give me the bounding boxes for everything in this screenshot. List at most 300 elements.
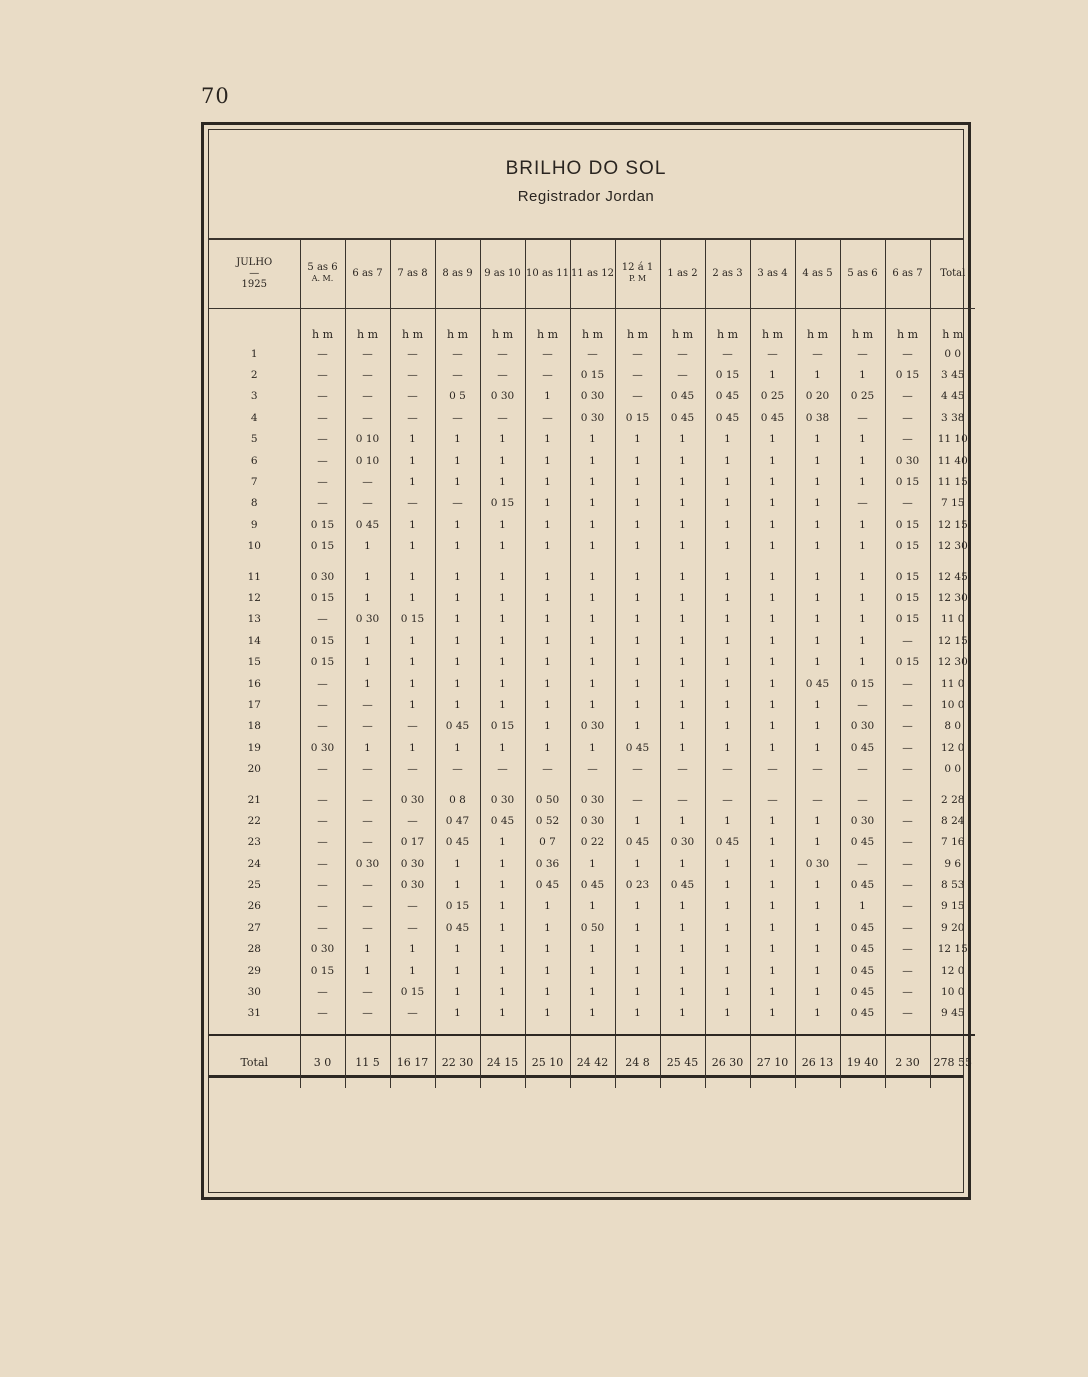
value-cell: 1: [795, 609, 840, 630]
value-cell: 1: [750, 810, 795, 831]
value-cell: 0 30: [570, 407, 615, 428]
value-cell: 0 45: [660, 874, 705, 895]
value-cell: —: [345, 364, 390, 385]
value-cell: 0 52: [525, 810, 570, 831]
value-cell: —: [300, 609, 345, 630]
day-cell: 4: [250, 411, 258, 424]
value-cell: —: [885, 493, 930, 514]
day-cell: 15: [247, 656, 261, 669]
value-cell: 1: [480, 514, 525, 535]
value-cell: 11 10: [930, 429, 975, 450]
value-cell: 0 15: [570, 364, 615, 385]
value-cell: 0 30: [795, 853, 840, 874]
value-cell: 0 15: [300, 960, 345, 981]
value-cell: —: [300, 1003, 345, 1035]
value-cell: —: [300, 386, 345, 407]
value-cell: 1: [480, 896, 525, 917]
value-cell: 1: [525, 557, 570, 587]
value-cell: —: [480, 364, 525, 385]
value-cell: —: [435, 493, 480, 514]
value-cell: 9 20: [930, 917, 975, 938]
value-cell: 1: [705, 651, 750, 672]
value-cell: 0 15: [480, 493, 525, 514]
day-cell: 30: [247, 986, 261, 999]
value-cell: 1: [795, 630, 840, 651]
units-cell: h m: [750, 309, 795, 344]
value-cell: 1: [570, 536, 615, 557]
value-cell: 1: [705, 514, 750, 535]
value-cell: 0 45: [840, 1003, 885, 1035]
value-cell: 1: [615, 450, 660, 471]
value-cell: 1: [795, 651, 840, 672]
value-cell: —: [345, 810, 390, 831]
value-cell: 1: [345, 673, 390, 694]
value-cell: 0 30: [390, 780, 435, 810]
value-cell: —: [615, 343, 660, 364]
value-cell: 1: [750, 471, 795, 492]
column-header: 2 as 3: [705, 238, 750, 309]
day-cell: 3: [250, 390, 258, 403]
value-cell: 1: [525, 493, 570, 514]
value-cell: 0 45: [570, 874, 615, 895]
value-cell: 1: [435, 429, 480, 450]
value-cell: 1: [795, 450, 840, 471]
total-cell: 19 40: [840, 1035, 885, 1088]
units-cell: h m: [795, 309, 840, 344]
value-cell: 1: [525, 896, 570, 917]
value-cell: 0 30: [570, 386, 615, 407]
value-cell: 0 15: [390, 981, 435, 1002]
value-cell: 1: [390, 536, 435, 557]
value-cell: 1: [390, 429, 435, 450]
value-cell: —: [885, 694, 930, 715]
value-cell: —: [390, 917, 435, 938]
value-cell: 0 30: [840, 810, 885, 831]
value-cell: 1: [795, 429, 840, 450]
value-cell: 1: [795, 694, 840, 715]
value-cell: —: [525, 407, 570, 428]
value-cell: 1: [435, 471, 480, 492]
column-header: 11 as 12: [570, 238, 615, 309]
sunshine-table: [209, 238, 975, 1088]
table-row: [209, 343, 975, 364]
value-cell: 0 45: [345, 514, 390, 535]
value-cell: 0 45: [795, 673, 840, 694]
value-cell: 1: [570, 609, 615, 630]
value-cell: —: [480, 407, 525, 428]
table-row: [209, 1003, 975, 1035]
value-cell: 1: [705, 981, 750, 1002]
value-cell: 1: [480, 832, 525, 853]
value-cell: —: [615, 386, 660, 407]
value-cell: 1: [435, 609, 480, 630]
table-row: [209, 630, 975, 651]
value-cell: 1: [660, 557, 705, 587]
value-cell: —: [660, 364, 705, 385]
value-cell: —: [300, 716, 345, 737]
value-cell: —: [300, 853, 345, 874]
value-cell: 0 45: [840, 737, 885, 758]
day-cell: 24: [247, 857, 261, 870]
day-cell: 14: [247, 634, 261, 647]
value-cell: 0 15: [390, 609, 435, 630]
table-row: [209, 364, 975, 385]
units-cell: h m: [930, 309, 975, 344]
value-cell: 1: [660, 471, 705, 492]
value-cell: —: [660, 780, 705, 810]
value-cell: 1: [390, 694, 435, 715]
value-cell: —: [435, 758, 480, 779]
value-cell: —: [345, 896, 390, 917]
column-header: 9 as 10: [480, 238, 525, 309]
value-cell: 1: [840, 896, 885, 917]
value-cell: —: [885, 939, 930, 960]
value-cell: 1: [390, 450, 435, 471]
value-cell: 0 15: [300, 536, 345, 557]
value-cell: 1: [435, 981, 480, 1002]
value-cell: —: [750, 343, 795, 364]
value-cell: 1: [570, 514, 615, 535]
value-cell: 1: [480, 939, 525, 960]
value-cell: 1: [705, 737, 750, 758]
value-cell: 0 15: [480, 716, 525, 737]
value-cell: —: [345, 981, 390, 1002]
value-cell: 1: [525, 673, 570, 694]
value-cell: 1: [480, 429, 525, 450]
value-cell: 1: [525, 471, 570, 492]
value-cell: 1: [435, 874, 480, 895]
value-cell: 1: [570, 557, 615, 587]
value-cell: 1: [615, 514, 660, 535]
value-cell: 1: [750, 609, 795, 630]
value-cell: —: [885, 407, 930, 428]
day-cell: 1: [250, 347, 258, 360]
value-cell: 1: [525, 651, 570, 672]
table-row: [209, 407, 975, 428]
value-cell: —: [885, 630, 930, 651]
units-cell: h m: [840, 309, 885, 344]
value-cell: —: [525, 758, 570, 779]
value-cell: 1: [390, 587, 435, 608]
corner-header: JULHO — 1925: [209, 238, 300, 309]
value-cell: —: [480, 343, 525, 364]
value-cell: —: [300, 810, 345, 831]
table-row: [209, 874, 975, 895]
value-cell: —: [885, 386, 930, 407]
day-cell: 26: [247, 900, 261, 913]
value-cell: 12 30: [930, 651, 975, 672]
total-cell: 26 13: [795, 1035, 840, 1088]
value-cell: 1: [840, 536, 885, 557]
value-cell: 1: [795, 514, 840, 535]
value-cell: 1: [435, 673, 480, 694]
value-cell: 0 15: [300, 587, 345, 608]
value-cell: 0 30: [300, 939, 345, 960]
value-cell: 12 15: [930, 630, 975, 651]
value-cell: 1: [525, 737, 570, 758]
value-cell: 1: [570, 673, 615, 694]
column-header: 8 as 9: [435, 238, 480, 309]
value-cell: 0 30: [840, 716, 885, 737]
value-cell: —: [390, 716, 435, 737]
value-cell: —: [345, 407, 390, 428]
value-cell: 0 15: [300, 514, 345, 535]
table-row: [209, 536, 975, 557]
column-header: 12 á 1 P. M: [615, 238, 660, 309]
value-cell: 0 30: [570, 780, 615, 810]
value-cell: 1: [390, 557, 435, 587]
value-cell: 1: [795, 716, 840, 737]
value-cell: 1: [435, 514, 480, 535]
value-cell: 1: [840, 630, 885, 651]
value-cell: —: [300, 832, 345, 853]
value-cell: 12 15: [930, 939, 975, 960]
value-cell: 1: [750, 896, 795, 917]
value-cell: 1: [480, 557, 525, 587]
value-cell: 1: [660, 587, 705, 608]
value-cell: 0 45: [615, 737, 660, 758]
value-cell: 9 6: [930, 853, 975, 874]
value-cell: —: [300, 758, 345, 779]
total-cell: 27 10: [750, 1035, 795, 1088]
value-cell: 1: [570, 853, 615, 874]
value-cell: 1: [435, 960, 480, 981]
value-cell: —: [345, 758, 390, 779]
value-cell: —: [885, 673, 930, 694]
value-cell: 1: [705, 429, 750, 450]
value-cell: 1: [795, 874, 840, 895]
value-cell: 1: [570, 896, 615, 917]
value-cell: —: [390, 758, 435, 779]
value-cell: 1: [480, 737, 525, 758]
value-cell: —: [750, 780, 795, 810]
units-cell: h m: [705, 309, 750, 344]
total-row: [209, 1035, 975, 1088]
value-cell: —: [300, 694, 345, 715]
value-cell: 0 45: [840, 874, 885, 895]
value-cell: 1: [795, 939, 840, 960]
column-header: 5 as 6 A. M.: [300, 238, 345, 309]
value-cell: 1: [525, 587, 570, 608]
value-cell: —: [885, 832, 930, 853]
day-cell: 20: [247, 763, 261, 776]
value-cell: —: [435, 407, 480, 428]
value-cell: 1: [435, 694, 480, 715]
table-row: [209, 694, 975, 715]
value-cell: 1: [660, 960, 705, 981]
value-cell: 1: [390, 471, 435, 492]
value-cell: 1: [660, 673, 705, 694]
value-cell: 0 50: [570, 917, 615, 938]
value-cell: 1: [390, 737, 435, 758]
value-cell: 0 45: [750, 407, 795, 428]
value-cell: 0 45: [705, 386, 750, 407]
value-cell: 1: [525, 609, 570, 630]
value-cell: 1: [435, 853, 480, 874]
table-row: [209, 758, 975, 779]
value-cell: 1: [795, 557, 840, 587]
table-row: [209, 429, 975, 450]
value-cell: 0 15: [300, 651, 345, 672]
value-cell: 0 45: [840, 832, 885, 853]
value-cell: 1: [570, 1003, 615, 1035]
value-cell: 1: [750, 673, 795, 694]
value-cell: 0 30: [300, 737, 345, 758]
value-cell: 1: [615, 716, 660, 737]
value-cell: 0 45: [525, 874, 570, 895]
value-cell: 1: [705, 536, 750, 557]
value-cell: 1: [480, 536, 525, 557]
table-row: [209, 896, 975, 917]
day-cell: 6: [250, 454, 258, 467]
value-cell: 1: [390, 651, 435, 672]
value-cell: —: [345, 716, 390, 737]
value-cell: —: [390, 386, 435, 407]
value-cell: 1: [840, 609, 885, 630]
day-cell: 22: [247, 814, 261, 827]
value-cell: 0 45: [435, 716, 480, 737]
value-cell: 7 15: [930, 493, 975, 514]
total-cell: 25 45: [660, 1035, 705, 1088]
value-cell: 1: [570, 939, 615, 960]
value-cell: —: [345, 386, 390, 407]
value-cell: 1: [480, 587, 525, 608]
value-cell: —: [750, 758, 795, 779]
value-cell: 8 24: [930, 810, 975, 831]
value-cell: 1: [480, 450, 525, 471]
value-cell: —: [525, 343, 570, 364]
value-cell: 1: [795, 493, 840, 514]
value-cell: 1: [390, 673, 435, 694]
value-cell: 1: [795, 810, 840, 831]
value-cell: 1: [570, 429, 615, 450]
value-cell: —: [615, 758, 660, 779]
day-cell: 10: [247, 540, 261, 553]
day-cell: 19: [247, 741, 261, 754]
value-cell: 0 30: [570, 716, 615, 737]
value-cell: 1: [750, 1003, 795, 1035]
value-cell: 1: [525, 694, 570, 715]
table-frame: [201, 122, 971, 1200]
value-cell: 0 30: [300, 557, 345, 587]
value-cell: 1: [525, 917, 570, 938]
value-cell: 0 15: [705, 364, 750, 385]
value-cell: 1: [480, 960, 525, 981]
units-cell: h m: [300, 309, 345, 344]
value-cell: —: [390, 364, 435, 385]
value-cell: 1: [525, 716, 570, 737]
units-cell: h m: [390, 309, 435, 344]
value-cell: —: [705, 780, 750, 810]
value-cell: 1: [660, 450, 705, 471]
value-cell: 1: [660, 939, 705, 960]
value-cell: 1: [750, 587, 795, 608]
total-cell: 26 30: [705, 1035, 750, 1088]
value-cell: 3 45: [930, 364, 975, 385]
day-cell: 31: [247, 1007, 261, 1020]
value-cell: —: [300, 407, 345, 428]
value-cell: 0 45: [435, 832, 480, 853]
value-cell: 2 28: [930, 780, 975, 810]
value-cell: —: [885, 917, 930, 938]
value-cell: 0 45: [480, 810, 525, 831]
value-cell: 0 15: [885, 557, 930, 587]
value-cell: 1: [660, 429, 705, 450]
value-cell: —: [300, 343, 345, 364]
value-cell: —: [885, 853, 930, 874]
value-cell: 1: [750, 832, 795, 853]
value-cell: 1: [660, 1003, 705, 1035]
value-cell: 1: [660, 737, 705, 758]
value-cell: 1: [750, 514, 795, 535]
value-cell: 1: [435, 651, 480, 672]
value-cell: —: [390, 493, 435, 514]
value-cell: 1: [660, 536, 705, 557]
value-cell: 1: [795, 896, 840, 917]
value-cell: —: [840, 493, 885, 514]
value-cell: 1: [390, 939, 435, 960]
units-row: [209, 309, 975, 344]
value-cell: 1: [525, 386, 570, 407]
day-cell: 8: [250, 497, 258, 510]
value-cell: 1: [615, 694, 660, 715]
value-cell: 12 0: [930, 737, 975, 758]
value-cell: 1: [345, 557, 390, 587]
value-cell: —: [345, 694, 390, 715]
total-cell: 24 8: [615, 1035, 660, 1088]
value-cell: —: [795, 780, 840, 810]
value-cell: 1: [480, 694, 525, 715]
total-cell: 3 0: [300, 1035, 345, 1088]
column-header: 3 as 4: [750, 238, 795, 309]
value-cell: 1: [435, 587, 480, 608]
value-cell: 1: [750, 429, 795, 450]
value-cell: 1: [435, 939, 480, 960]
value-cell: —: [345, 471, 390, 492]
value-cell: 1: [705, 1003, 750, 1035]
value-cell: 1: [615, 536, 660, 557]
column-header: 6 as 7: [345, 238, 390, 309]
value-cell: 1: [795, 917, 840, 938]
value-cell: 3 38: [930, 407, 975, 428]
value-cell: 1: [840, 429, 885, 450]
value-cell: 1: [435, 630, 480, 651]
value-cell: 0 36: [525, 853, 570, 874]
value-cell: 1: [480, 917, 525, 938]
value-cell: 1: [795, 737, 840, 758]
value-cell: 1: [705, 673, 750, 694]
value-cell: 1: [525, 450, 570, 471]
value-cell: —: [885, 960, 930, 981]
value-cell: —: [885, 1003, 930, 1035]
value-cell: 1: [660, 630, 705, 651]
value-cell: 1: [570, 630, 615, 651]
value-cell: 1: [525, 981, 570, 1002]
value-cell: 1: [480, 609, 525, 630]
value-cell: —: [300, 780, 345, 810]
units-cell: h m: [660, 309, 705, 344]
value-cell: 0 38: [795, 407, 840, 428]
value-cell: 0 30: [345, 853, 390, 874]
value-cell: 1: [750, 450, 795, 471]
day-cell: 17: [247, 698, 261, 711]
value-cell: 1: [840, 450, 885, 471]
value-cell: —: [345, 1003, 390, 1035]
value-cell: 1: [525, 429, 570, 450]
value-cell: 1: [570, 960, 615, 981]
value-cell: 1: [615, 917, 660, 938]
value-cell: 8 0: [930, 716, 975, 737]
